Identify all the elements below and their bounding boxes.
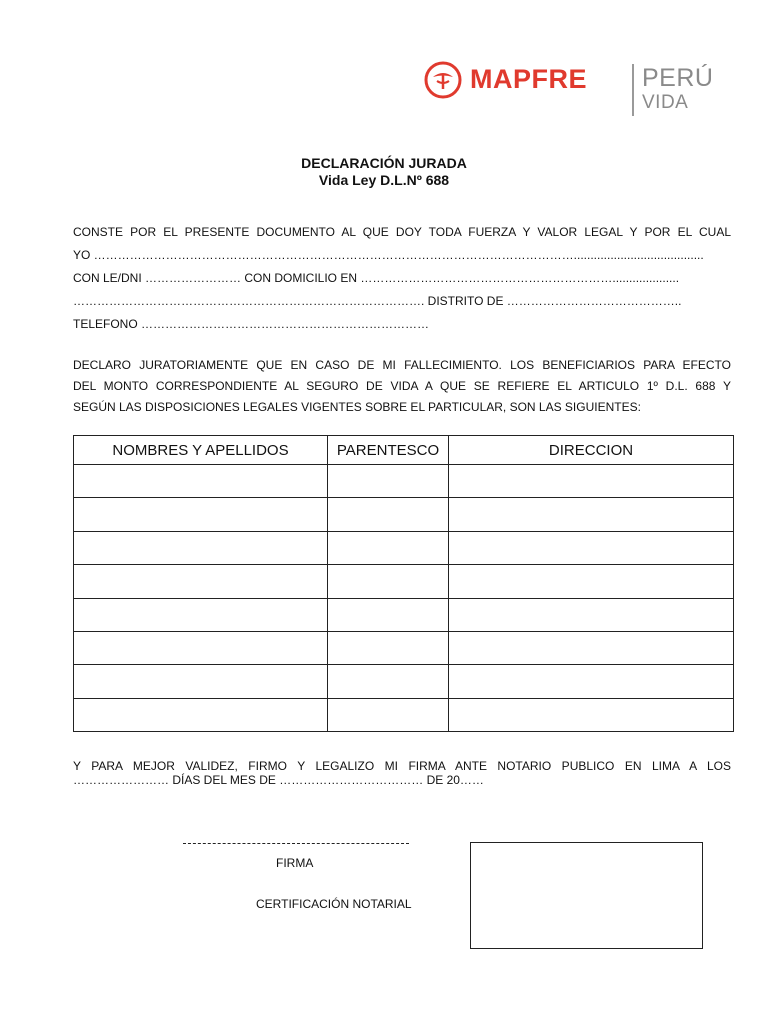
table-row xyxy=(74,565,734,598)
column-header-relationship: PARENTESCO xyxy=(328,436,449,465)
declaration-line-3: SEGÚN LAS DISPOSICIONES LEGALES VIGENTES SOBRE EL PARTICULAR, SON LAS SIGUIENTES: xyxy=(73,400,641,414)
table-row xyxy=(74,631,734,664)
cell-address[interactable] xyxy=(449,465,734,498)
table-header-row xyxy=(74,436,734,465)
cell-address[interactable] xyxy=(449,531,734,564)
logo-divider xyxy=(632,64,634,116)
brand-logo-text: MAPFRE xyxy=(470,64,587,94)
cell-relationship[interactable] xyxy=(328,531,449,564)
cell-relationship[interactable] xyxy=(328,665,449,698)
beneficiaries-table xyxy=(73,435,734,732)
table-row xyxy=(74,465,734,498)
notary-certification-label: CERTIFICACIÓN NOTARIAL xyxy=(256,897,412,911)
cell-address[interactable] xyxy=(449,498,734,531)
logo-country: PERÚ xyxy=(642,64,714,92)
column-header-names: NOMBRES Y APELLIDOS xyxy=(74,436,328,465)
column-header-address: DIRECCION xyxy=(449,436,734,465)
cell-names[interactable] xyxy=(74,498,328,531)
intro-line-name: YO …………………………………………………………………………………………………………....................................... xyxy=(73,248,704,262)
cell-address[interactable] xyxy=(449,665,734,698)
cell-relationship[interactable] xyxy=(328,598,449,631)
table-row xyxy=(74,531,734,564)
signature-line xyxy=(183,843,409,844)
cell-relationship[interactable] xyxy=(328,698,449,731)
document-title: DECLARACIÓN JURADA xyxy=(301,155,467,171)
cell-names[interactable] xyxy=(74,698,328,731)
intro-line-dni-address: CON LE/DNI …………………… CON DOMICILIO EN ……………………………………………………….................... xyxy=(73,271,680,285)
declaration-line-1: DECLARO JURATORIAMENTE QUE EN CASO DE MI FALLECIMIENTO. LOS BENEFICIARIOS PARA EFECTO xyxy=(73,358,731,372)
document-subtitle: Vida Ley D.L.Nº 688 xyxy=(318,172,450,188)
table-row xyxy=(74,665,734,698)
cell-address[interactable] xyxy=(449,698,734,731)
cell-names[interactable] xyxy=(74,598,328,631)
cell-names[interactable] xyxy=(74,565,328,598)
table-row xyxy=(74,498,734,531)
signature-label: FIRMA xyxy=(276,856,314,870)
cell-relationship[interactable] xyxy=(328,565,449,598)
logo-division: VIDA xyxy=(642,92,689,113)
declaration-line-2: DEL MONTO CORRESPONDIENTE AL SEGURO DE VIDA A QUE SE REFIERE EL ARTICULO 1º D.L. 688 Y xyxy=(73,379,731,393)
intro-line-1: CONSTE POR EL PRESENTE DOCUMENTO AL QUE DOY TODA FUERZA Y VALOR LEGAL Y POR EL CUAL xyxy=(73,225,731,239)
cell-address[interactable] xyxy=(449,565,734,598)
cell-relationship[interactable] xyxy=(328,498,449,531)
cell-names[interactable] xyxy=(74,631,328,664)
notary-stamp-box[interactable] xyxy=(470,842,703,949)
table-row xyxy=(74,698,734,731)
cell-relationship[interactable] xyxy=(328,465,449,498)
cell-relationship[interactable] xyxy=(328,631,449,664)
table-row xyxy=(74,598,734,631)
closing-line-1: Y PARA MEJOR VALIDEZ, FIRMO Y LEGALIZO MI FIRMA ANTE NOTARIO PUBLICO EN LIMA A LOS xyxy=(73,759,731,773)
cell-address[interactable] xyxy=(449,598,734,631)
cell-address[interactable] xyxy=(449,631,734,664)
intro-line-phone: TELEFONO ……………………………………………………………… xyxy=(73,317,430,331)
cell-names[interactable] xyxy=(74,531,328,564)
closing-line-2: …………………… DÍAS DEL MES DE ……………………………… DE 20…… xyxy=(73,773,484,787)
cell-names[interactable] xyxy=(74,465,328,498)
mapfre-emblem-icon xyxy=(424,61,462,99)
intro-line-district: ……………………………………………………………………………. DISTRITO DE …………………………………….. xyxy=(73,294,682,308)
cell-names[interactable] xyxy=(74,665,328,698)
